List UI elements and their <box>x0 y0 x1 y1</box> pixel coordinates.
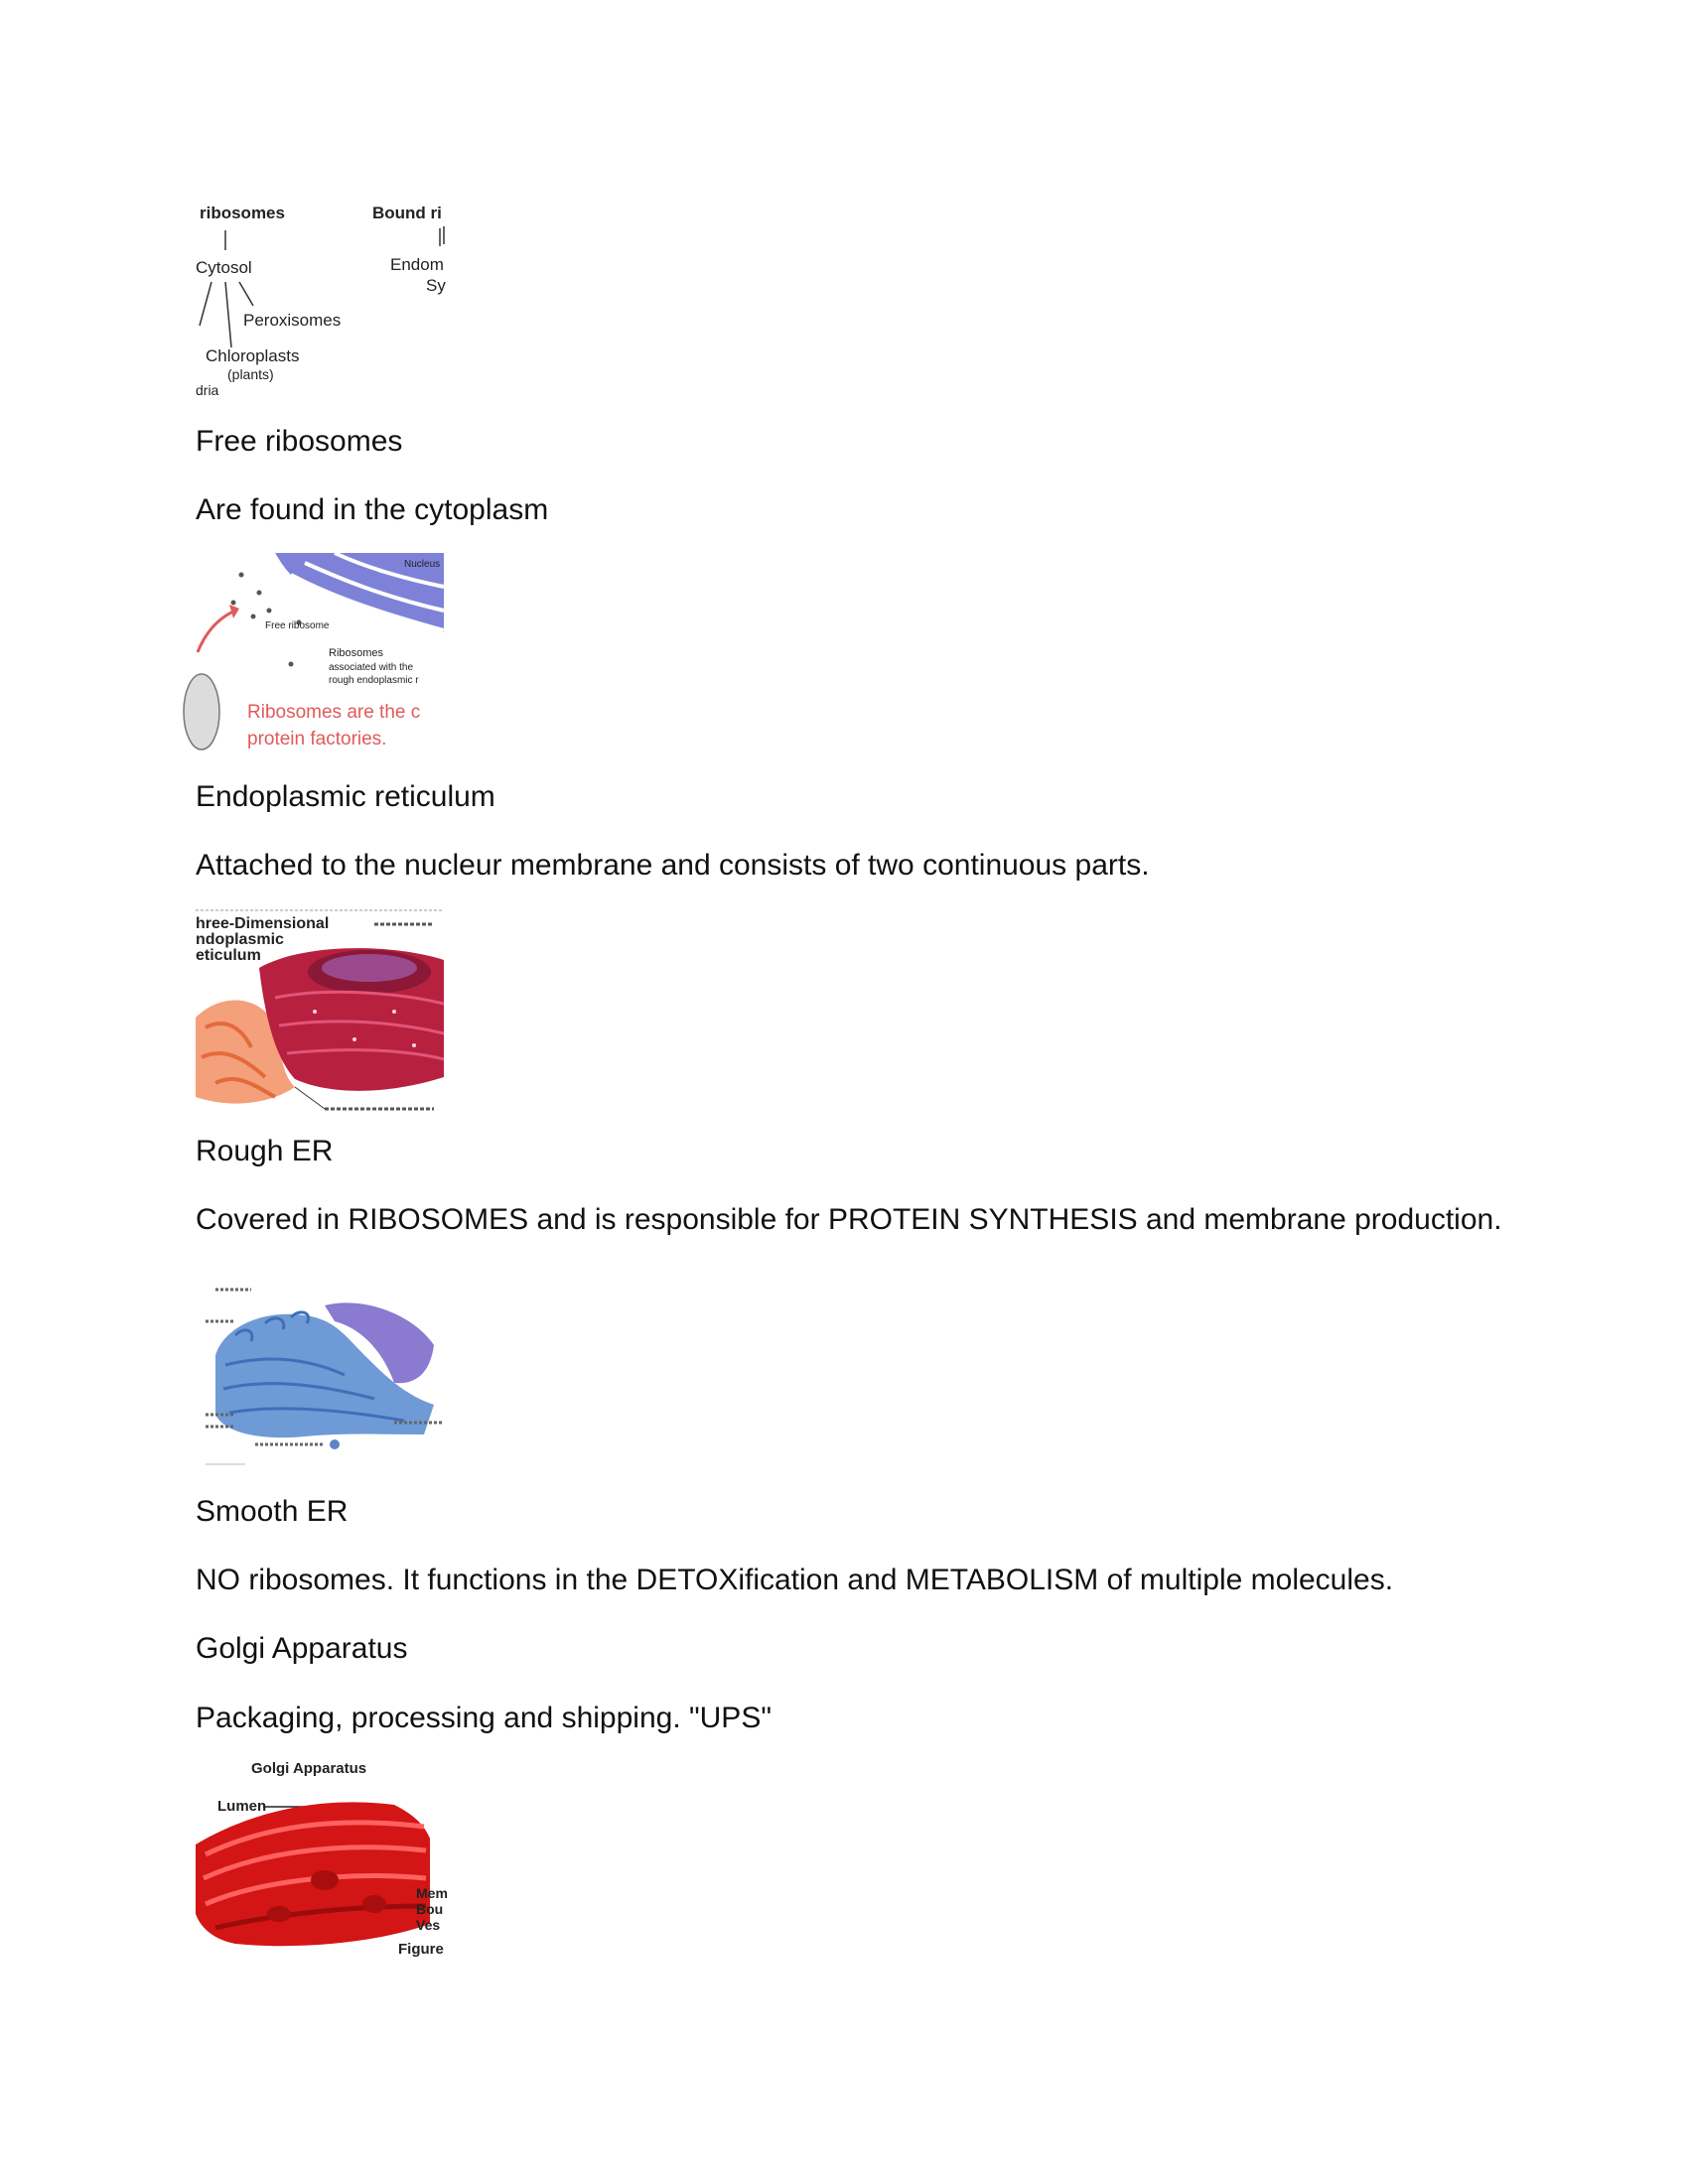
text-free-ribosomes: Are found in the cytoplasm <box>196 493 549 526</box>
nucleus-label: Nucleus <box>404 559 441 570</box>
heading-rough-er: Rough ER <box>196 1135 334 1167</box>
smooth-er-figure <box>196 1266 444 1474</box>
free-ribosomes-figure <box>196 553 444 753</box>
diagram-label: Ribosomes <box>329 647 384 659</box>
heading-golgi: Golgi Apparatus <box>196 1632 408 1665</box>
diagram-label: Endom <box>390 255 444 274</box>
diagram-label: Lumen <box>217 1798 267 1815</box>
ribosome-flow-diagram <box>196 199 444 402</box>
diagram-label: eticulum <box>196 947 261 964</box>
diagram-label: Cytosol <box>196 258 252 277</box>
figure-caption: protein factories. <box>247 729 387 750</box>
heading-er: Endoplasmic reticulum <box>196 780 495 813</box>
diagram-label: ribosomes <box>200 204 285 222</box>
diagram-label: Ves <box>416 1917 441 1933</box>
diagram-label: hree-Dimensional <box>196 915 330 932</box>
diagram-label: dria <box>196 382 219 398</box>
diagram-label: Sy <box>426 276 446 295</box>
diagram-label: Golgi Apparatus <box>251 1760 367 1777</box>
diagram-label: Mem <box>416 1885 448 1901</box>
text-rough-er: Covered in RIBOSOMES and is responsible for PROTEIN SYNTHESIS and membrane production. <box>196 1203 1502 1236</box>
text-smooth-er: NO ribosomes. It functions in the DETOXification and METABOLISM of multiple molecules. <box>196 1564 1394 1596</box>
heading-smooth-er: Smooth ER <box>196 1495 349 1528</box>
heading-free-ribosomes: Free ribosomes <box>196 425 403 458</box>
diagram-label: Figure <box>398 1941 444 1958</box>
text-er: Attached to the nucleur membrane and consists of two continuous parts. <box>196 849 1150 882</box>
text-golgi: Packaging, processing and shipping. "UPS" <box>196 1702 772 1734</box>
diagram-label: Peroxisomes <box>243 311 342 330</box>
diagram-label: Bound ri <box>372 204 442 222</box>
er-3d-figure <box>196 908 444 1115</box>
diagram-label: rough endoplasmic r <box>329 675 419 686</box>
diagram-label: Chloroplasts <box>206 346 300 365</box>
golgi-figure <box>196 1755 448 1964</box>
diagram-label: associated with the <box>329 662 414 673</box>
figure-caption: Ribosomes are the c <box>247 702 421 723</box>
diagram-label: Free ribosome <box>265 620 330 631</box>
diagram-label: ndoplasmic <box>196 931 284 948</box>
diagram-label: (plants) <box>227 366 274 382</box>
diagram-label: Bou <box>416 1901 444 1917</box>
